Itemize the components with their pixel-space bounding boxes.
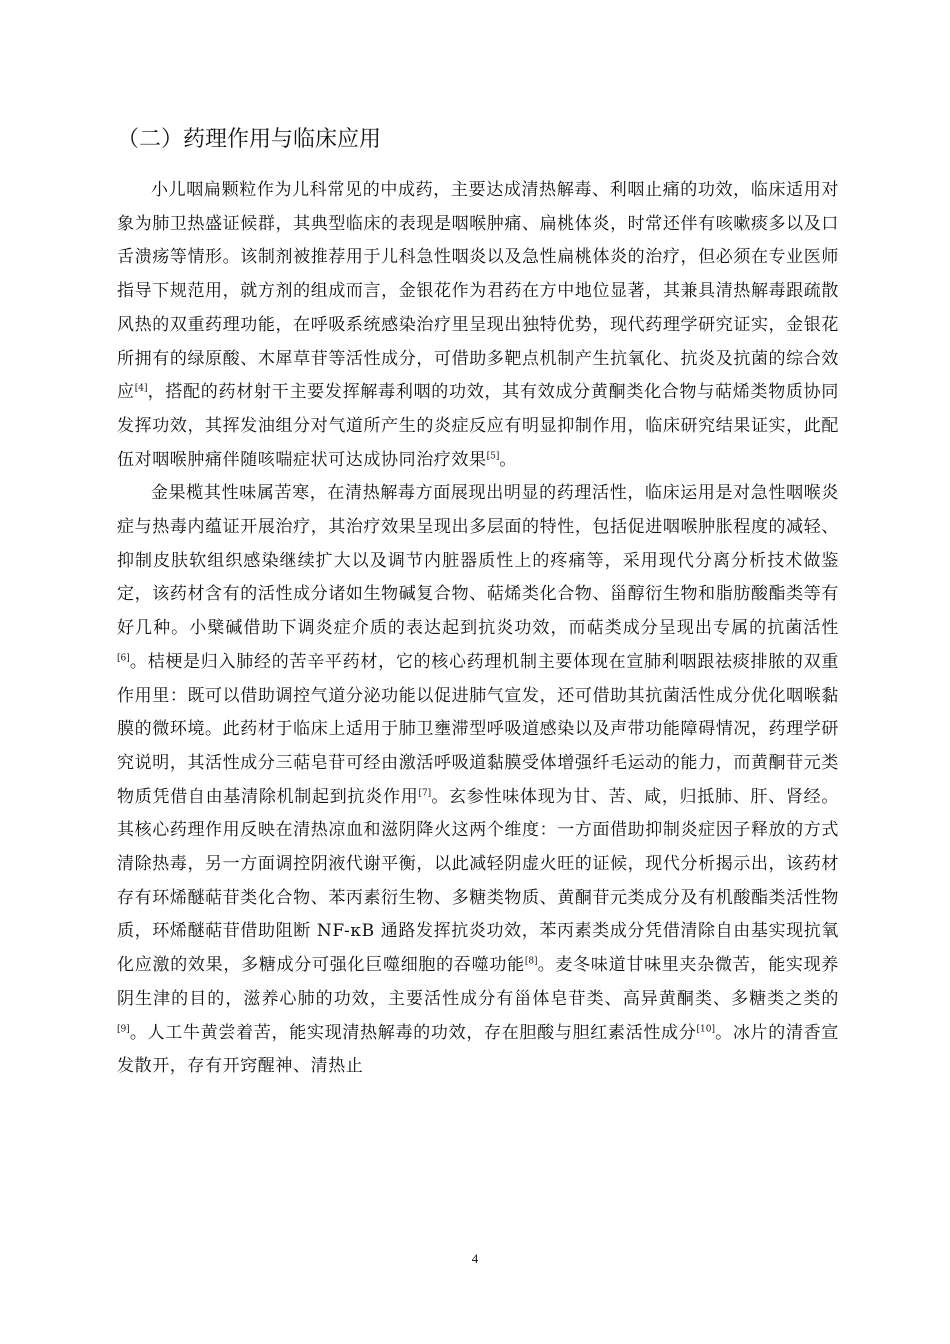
citation-4: [4] [134,383,148,394]
text-run: 。玄参性味体现为甘、苦、咸，归抵肺、肝、肾经。其核心药理作用反映在清热凉血和滋阴降火这两个维度：一方面借助抑制炎症因子释放的方式清除热毒，另一方面调控阴液代谢平衡，以此减轻阴虚火旺的证候，现代分析揭示出，该药材存有环烯醚萜苷类化合物、苯丙素衍生物、多糖类物质、黄酮苷元类成分及有机酸酯类活性物质，环烯醚萜苷借助阻断 NF-κB 通路发挥抗炎功效，苯丙素类成分凭借清除自由基实现抗氧化应激的效果，多糖成分可强化巨噬细胞的吞噬功能 [117,786,839,976]
citation-5: [5] [486,450,500,461]
citation-8: [8] [524,956,538,967]
text-run: 。 [499,449,517,470]
text-run: ，搭配的药材射干主要发挥解毒利咽的功效，其有效成分黄酮类化合物与萜烯类物质协同发挥功效，其挥发油组分对气道所产生的炎症反应有明显抑制作用，临床研究结果证实，此配伍对咽喉肿痛伴随咳喘症状可达成协同治疗效果 [117,382,839,470]
text-run: 。冰片的清香宣发散开，存有开窍醒神、清热止 [117,1022,839,1077]
text-run: 。麦冬味道甘味里夹杂微苦，能实现养阴生津的目的，滋养心肺的功效，主要活性成分有甾体皂苷类、高异黄酮类、多糖类之类的 [117,955,839,1009]
section-heading: （二）药理作用与临床应用 [117,127,382,152]
paragraph-1 [117,174,839,477]
citation-10: [10] [696,1023,716,1034]
text-run: 。桔梗是归入肺经的苦辛平药材，它的核心药理机制主要体现在宣肺利咽跟祛痰排脓的双重作用里：既可以借助调控气道分泌功能以促进肺气宣发，还可借助其抗菌活性成分优化咽喉黏膜的微环境。此药材于临床上适用于肺卫壅滞型呼吸道感染以及声带功能障碍情况，药理学研究说明，其活性成分三萜皂苷可经由激活呼吸道黏膜受体增强纤毛运动的能力，而黄酮苷元类物质凭借自由基清除机制起到抗炎作用 [117,651,839,807]
citation-9: [9] [117,1023,130,1034]
text-run: 金果榄其性味属苦寒，在清热解毒方面展现出明显的药理活性，临床运用是对急性咽喉炎症与热毒内蕴证开展治疗，其治疗效果呈现出多层面的特性，包括促进咽喉肿胀程度的减轻、抑制皮肤软组织感染继续扩大以及调节内脏器质性上的疼痛等，采用现代分离分析技术做鉴定，该药材含有的活性成分诸如生物碱复合物、萜烯类化合物、甾醇衍生物和脂肪酸酯类等有好几种。小檗碱借助下调炎症介质的表达起到抗炎功效，而萜类成分呈现出专属的抗菌活性 [117,483,839,639]
text-run: 小儿咽扁颗粒作为儿科常见的中成药，主要达成清热解毒、利咽止痛的功效，临床适用对象为肺卫热盛证候群，其典型临床的表现是咽喉肿痛、扁桃体炎，时常还伴有咳嗽痰多以及口舌溃疡等情形。该制剂被推荐用于儿科急性咽炎以及急性扁桃体炎的治疗，但必须在专业医师指导下规范用，就方剂的组成而言，金银花作为君药在方中地位显著，其兼具清热解毒跟疏散风热的双重药理功能，在呼吸系统感染治疗里呈现出独特优势，现代药理学研究证实，金银花所拥有的绿原酸、木犀草苷等活性成分，可借助多靶点机制产生抗氧化、抗炎及抗菌的综合效应 [117,180,839,403]
paragraph-2 [117,477,839,1084]
citation-6: [6] [117,653,130,664]
citation-7: [7] [418,788,432,798]
page-number: 4 [471,1251,479,1266]
body-text [117,174,839,1084]
text-run: 。人工牛黄尝着苦，能实现清热解毒的功效，存在胆酸与胆红素活性成分 [129,1022,697,1043]
